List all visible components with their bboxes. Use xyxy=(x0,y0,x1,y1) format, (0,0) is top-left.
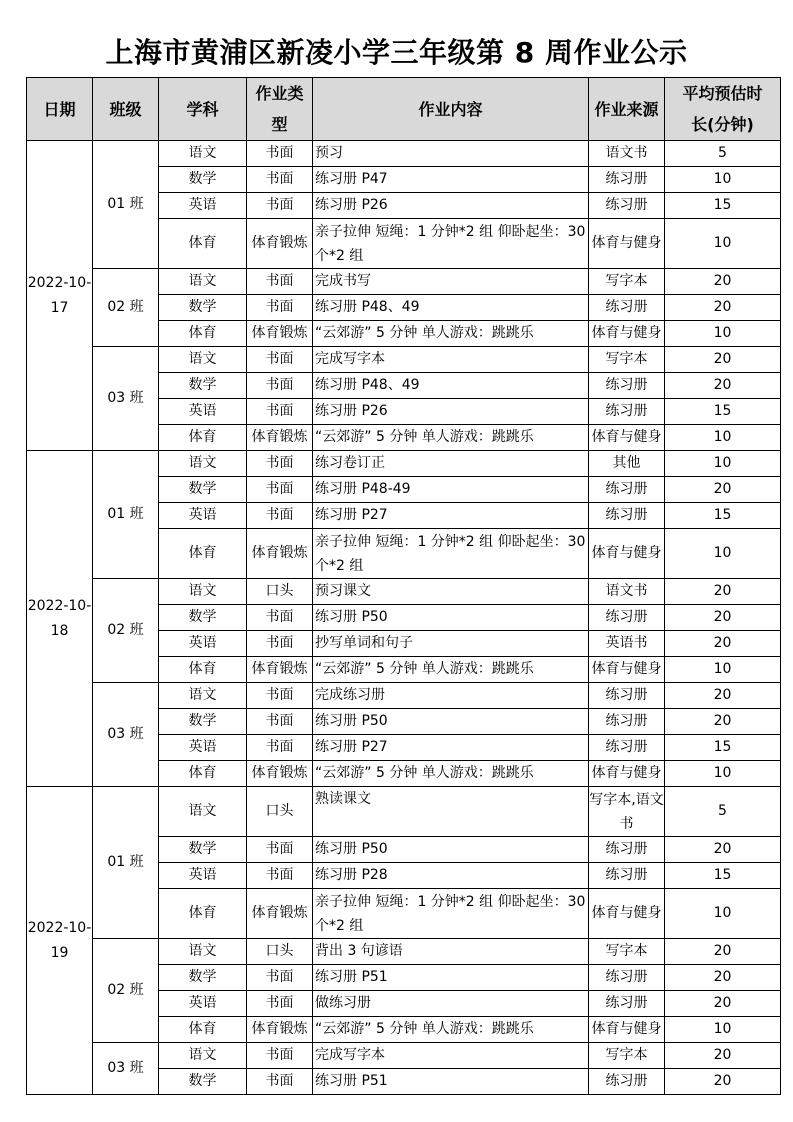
source-cell: 练习册 xyxy=(589,709,665,735)
type-cell: 口头 xyxy=(247,579,313,605)
table-row xyxy=(27,683,781,709)
subject-cell: 体育 xyxy=(159,321,247,347)
table-row xyxy=(27,1043,781,1069)
source-cell: 其他 xyxy=(589,451,665,477)
page-title: 上海市黄浦区新凌小学三年级第 8 周作业公示 xyxy=(105,36,688,69)
content-cell: 练习册 P51 xyxy=(313,965,589,991)
subject-cell: 语文 xyxy=(159,451,247,477)
minutes-cell: 20 xyxy=(665,991,781,1017)
subject-cell: 数学 xyxy=(159,477,247,503)
type-cell: 书面 xyxy=(247,347,313,373)
date-line1: 2022-10- xyxy=(27,274,92,291)
minutes-cell: 20 xyxy=(665,631,781,657)
type-cell: 体育锻炼 xyxy=(247,425,313,451)
source-cell: 英语书 xyxy=(589,631,665,657)
source-cell: 体育与健身 xyxy=(589,425,665,451)
source-cell: 写字本 xyxy=(589,939,665,965)
type-cell: 书面 xyxy=(247,295,313,321)
minutes-cell: 20 xyxy=(665,939,781,965)
class-cell: 01 班 xyxy=(93,141,159,269)
content-cell: 练习册 P48、49 xyxy=(313,295,589,321)
source-cell: 体育与健身 xyxy=(589,1017,665,1043)
table-row xyxy=(27,269,781,295)
subject-cell: 语文 xyxy=(159,683,247,709)
minutes-cell: 20 xyxy=(665,295,781,321)
content-cell: 练习册 P50 xyxy=(313,605,589,631)
class-cell: 02 班 xyxy=(93,269,159,347)
source-cell: 练习册 xyxy=(589,991,665,1017)
content-cell: 练习册 P50 xyxy=(313,709,589,735)
date-line1: 2022-10- xyxy=(27,597,92,614)
content-cell: 做练习册 xyxy=(313,991,589,1017)
header-time-line1: 平均预估时 xyxy=(682,84,763,103)
type-cell: 书面 xyxy=(247,991,313,1017)
subject-cell: 英语 xyxy=(159,193,247,219)
table-row xyxy=(27,141,781,167)
subject-cell: 数学 xyxy=(159,837,247,863)
subject-cell: 数学 xyxy=(159,709,247,735)
source-cell: 练习册 xyxy=(589,193,665,219)
type-cell: 书面 xyxy=(247,193,313,219)
class-cell: 02 班 xyxy=(93,579,159,683)
minutes-cell: 10 xyxy=(665,889,781,939)
class-cell: 03 班 xyxy=(93,347,159,451)
type-cell: 书面 xyxy=(247,141,313,167)
source-cell: 体育与健身 xyxy=(589,657,665,683)
subject-cell: 英语 xyxy=(159,399,247,425)
header-class: 班级 xyxy=(93,78,159,141)
table-row xyxy=(27,939,781,965)
header-content: 作业内容 xyxy=(313,78,589,141)
type-cell: 书面 xyxy=(247,1069,313,1095)
minutes-cell: 15 xyxy=(665,503,781,529)
minutes-cell: 20 xyxy=(665,709,781,735)
source-cell: 练习册 xyxy=(589,477,665,503)
table-body xyxy=(27,141,781,1095)
subject-cell: 英语 xyxy=(159,735,247,761)
source-cell: 语文书 xyxy=(589,141,665,167)
header-time-line2: 长(分钟) xyxy=(691,115,754,134)
minutes-cell: 20 xyxy=(665,605,781,631)
content-cell: 预习课文 xyxy=(313,579,589,605)
date-line2: 18 xyxy=(50,622,69,639)
subject-cell: 语文 xyxy=(159,347,247,373)
subject-cell: 体育 xyxy=(159,219,247,269)
content-cell: 亲子拉伸 短绳：1 分钟*2 组 仰卧起坐：30 个*2 组 xyxy=(313,219,589,269)
minutes-cell: 10 xyxy=(665,219,781,269)
subject-cell: 语文 xyxy=(159,939,247,965)
type-cell: 书面 xyxy=(247,269,313,295)
subject-cell: 数学 xyxy=(159,295,247,321)
table-header-row xyxy=(27,78,781,141)
type-cell: 书面 xyxy=(247,503,313,529)
subject-cell: 体育 xyxy=(159,657,247,683)
type-cell: 书面 xyxy=(247,167,313,193)
class-cell: 01 班 xyxy=(93,451,159,579)
type-cell: 书面 xyxy=(247,373,313,399)
header-subject: 学科 xyxy=(159,78,247,141)
minutes-cell: 20 xyxy=(665,965,781,991)
minutes-cell: 20 xyxy=(665,269,781,295)
source-cell: 写字本 xyxy=(589,347,665,373)
content-cell: 亲子拉伸 短绳：1 分钟*2 组 仰卧起坐：30 个*2 组 xyxy=(313,889,589,939)
source-cell: 练习册 xyxy=(589,399,665,425)
subject-cell: 英语 xyxy=(159,991,247,1017)
type-cell: 书面 xyxy=(247,837,313,863)
type-cell: 体育锻炼 xyxy=(247,657,313,683)
subject-cell: 语文 xyxy=(159,269,247,295)
subject-cell: 语文 xyxy=(159,579,247,605)
content-cell: “云郊游” 5 分钟 单人游戏：跳跳乐 xyxy=(313,321,589,347)
date-cell xyxy=(27,787,93,1095)
header-time xyxy=(665,78,781,141)
table-row xyxy=(27,787,781,837)
type-cell: 书面 xyxy=(247,965,313,991)
table-row xyxy=(27,451,781,477)
date-line2: 19 xyxy=(50,944,69,961)
source-cell: 体育与健身 xyxy=(589,219,665,269)
minutes-cell: 10 xyxy=(665,761,781,787)
content-cell: 练习卷订正 xyxy=(313,451,589,477)
minutes-cell: 20 xyxy=(665,477,781,503)
source-cell: 练习册 xyxy=(589,1069,665,1095)
content-cell: 练习册 P27 xyxy=(313,735,589,761)
content-cell: 完成写字本 xyxy=(313,347,589,373)
minutes-cell: 20 xyxy=(665,579,781,605)
source-cell: 语文书 xyxy=(589,579,665,605)
subject-cell: 语文 xyxy=(159,141,247,167)
minutes-cell: 10 xyxy=(665,425,781,451)
content-cell: 预习 xyxy=(313,141,589,167)
subject-cell: 数学 xyxy=(159,605,247,631)
subject-cell: 体育 xyxy=(159,761,247,787)
type-cell: 书面 xyxy=(247,863,313,889)
table-row xyxy=(27,579,781,605)
header-type-line1: 作业类 xyxy=(255,84,304,103)
minutes-cell: 15 xyxy=(665,863,781,889)
type-cell: 口头 xyxy=(247,787,313,837)
minutes-cell: 20 xyxy=(665,373,781,399)
content-cell: 亲子拉伸 短绳：1 分钟*2 组 仰卧起坐：30 个*2 组 xyxy=(313,529,589,579)
subject-cell: 数学 xyxy=(159,167,247,193)
minutes-cell: 10 xyxy=(665,451,781,477)
source-cell: 写字本,语文书 xyxy=(589,787,665,837)
subject-cell: 体育 xyxy=(159,529,247,579)
type-cell: 书面 xyxy=(247,631,313,657)
type-cell: 体育锻炼 xyxy=(247,1017,313,1043)
minutes-cell: 5 xyxy=(665,141,781,167)
minutes-cell: 20 xyxy=(665,837,781,863)
type-cell: 书面 xyxy=(247,709,313,735)
minutes-cell: 10 xyxy=(665,1017,781,1043)
subject-cell: 体育 xyxy=(159,1017,247,1043)
minutes-cell: 10 xyxy=(665,529,781,579)
subject-cell: 体育 xyxy=(159,889,247,939)
header-type xyxy=(247,78,313,141)
content-cell: 完成写字本 xyxy=(313,1043,589,1069)
source-cell: 体育与健身 xyxy=(589,761,665,787)
type-cell: 书面 xyxy=(247,605,313,631)
source-cell: 写字本 xyxy=(589,1043,665,1069)
subject-cell: 数学 xyxy=(159,1069,247,1095)
subject-cell: 语文 xyxy=(159,787,247,837)
source-cell: 练习册 xyxy=(589,683,665,709)
class-cell: 01 班 xyxy=(93,787,159,939)
subject-cell: 英语 xyxy=(159,631,247,657)
minutes-cell: 15 xyxy=(665,735,781,761)
source-cell: 体育与健身 xyxy=(589,529,665,579)
content-cell: 练习册 P27 xyxy=(313,503,589,529)
subject-cell: 数学 xyxy=(159,373,247,399)
subject-cell: 英语 xyxy=(159,863,247,889)
type-cell: 书面 xyxy=(247,735,313,761)
type-cell: 体育锻炼 xyxy=(247,321,313,347)
minutes-cell: 15 xyxy=(665,399,781,425)
source-cell: 练习册 xyxy=(589,863,665,889)
minutes-cell: 15 xyxy=(665,193,781,219)
header-date: 日期 xyxy=(27,78,93,141)
content-cell: 练习册 P26 xyxy=(313,399,589,425)
minutes-cell: 20 xyxy=(665,1069,781,1095)
source-cell: 练习册 xyxy=(589,605,665,631)
minutes-cell: 5 xyxy=(665,787,781,837)
minutes-cell: 20 xyxy=(665,347,781,373)
source-cell: 写字本 xyxy=(589,269,665,295)
source-cell: 体育与健身 xyxy=(589,889,665,939)
source-cell: 练习册 xyxy=(589,373,665,399)
date-line2: 17 xyxy=(50,299,69,316)
content-cell: 练习册 P48-49 xyxy=(313,477,589,503)
type-cell: 体育锻炼 xyxy=(247,219,313,269)
source-cell: 练习册 xyxy=(589,295,665,321)
minutes-cell: 10 xyxy=(665,167,781,193)
subject-cell: 数学 xyxy=(159,965,247,991)
minutes-cell: 20 xyxy=(665,683,781,709)
subject-cell: 语文 xyxy=(159,1043,247,1069)
content-cell: 熟读课文 xyxy=(313,787,589,837)
content-cell: 练习册 P51 xyxy=(313,1069,589,1095)
type-cell: 书面 xyxy=(247,399,313,425)
type-cell: 书面 xyxy=(247,451,313,477)
content-cell: 抄写单词和句子 xyxy=(313,631,589,657)
type-cell: 体育锻炼 xyxy=(247,889,313,939)
type-cell: 体育锻炼 xyxy=(247,761,313,787)
header-source: 作业来源 xyxy=(589,78,665,141)
content-cell: 练习册 P48、49 xyxy=(313,373,589,399)
content-cell: 练习册 P47 xyxy=(313,167,589,193)
header-type-line2: 型 xyxy=(271,115,288,134)
minutes-cell: 20 xyxy=(665,1043,781,1069)
source-cell: 体育与健身 xyxy=(589,321,665,347)
homework-table xyxy=(26,77,781,1095)
content-cell: 练习册 P26 xyxy=(313,193,589,219)
type-cell: 书面 xyxy=(247,683,313,709)
class-cell: 03 班 xyxy=(93,1043,159,1095)
source-cell: 练习册 xyxy=(589,167,665,193)
content-cell: 完成书写 xyxy=(313,269,589,295)
content-cell: “云郊游” 5 分钟 单人游戏：跳跳乐 xyxy=(313,425,589,451)
minutes-cell: 10 xyxy=(665,321,781,347)
date-cell xyxy=(27,451,93,787)
content-cell: “云郊游” 5 分钟 单人游戏：跳跳乐 xyxy=(313,1017,589,1043)
type-cell: 书面 xyxy=(247,1043,313,1069)
content-cell: 练习册 P28 xyxy=(313,863,589,889)
homework-table-container xyxy=(26,77,780,1089)
table-row xyxy=(27,347,781,373)
type-cell: 书面 xyxy=(247,477,313,503)
subject-cell: 体育 xyxy=(159,425,247,451)
source-cell: 练习册 xyxy=(589,965,665,991)
content-cell: 练习册 P50 xyxy=(313,837,589,863)
content-cell: 完成练习册 xyxy=(313,683,589,709)
date-cell xyxy=(27,141,93,451)
class-cell: 02 班 xyxy=(93,939,159,1043)
minutes-cell: 10 xyxy=(665,657,781,683)
type-cell: 口头 xyxy=(247,939,313,965)
date-line1: 2022-10- xyxy=(27,919,92,936)
source-cell: 练习册 xyxy=(589,735,665,761)
type-cell: 体育锻炼 xyxy=(247,529,313,579)
content-cell: “云郊游” 5 分钟 单人游戏：跳跳乐 xyxy=(313,657,589,683)
source-cell: 练习册 xyxy=(589,503,665,529)
subject-cell: 英语 xyxy=(159,503,247,529)
content-cell: 背出 3 句谚语 xyxy=(313,939,589,965)
content-cell: “云郊游” 5 分钟 单人游戏：跳跳乐 xyxy=(313,761,589,787)
source-cell: 练习册 xyxy=(589,837,665,863)
class-cell: 03 班 xyxy=(93,683,159,787)
